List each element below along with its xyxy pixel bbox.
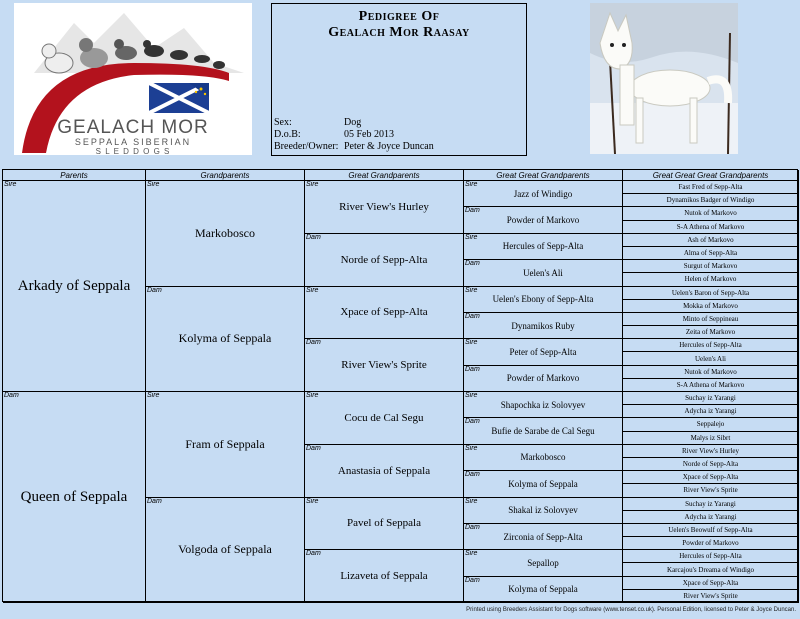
great-great-grandparent-cell: [464, 498, 623, 524]
great-great-great-grandparent-cell: [623, 405, 799, 418]
grandparent-name: Markobosco: [195, 225, 255, 240]
great-great-great-grandparent-cell: [623, 432, 799, 445]
great-great-great-grandparent-name: Adycha iz Yarangi: [684, 512, 737, 521]
great-great-great-grandparent-cell: [623, 181, 799, 194]
great-grandparent-name: Lizaveta of Seppala: [340, 570, 428, 583]
parent-name: Queen of Seppala: [20, 488, 128, 505]
great-great-great-grandparent-cell: [623, 379, 799, 392]
sire-tag: Sire: [465, 181, 478, 188]
sire-tag: Sire: [465, 392, 478, 399]
great-great-grandparent-cell: [464, 392, 623, 418]
pedigree-title: [272, 9, 526, 41]
dam-tag: Dam: [306, 339, 321, 347]
pedigree-info-box: [271, 3, 527, 156]
parent-name: Arkady of Seppala: [17, 277, 131, 294]
great-great-great-grandparent-cell: [623, 339, 799, 352]
sire-tag: Sire: [465, 339, 478, 347]
great-grandparent-cell: [305, 181, 464, 234]
breeder-label: Breeder/Owner:: [274, 141, 339, 152]
great-great-great-grandparent-cell: [623, 313, 799, 326]
great-great-great-grandparent-cell: [623, 247, 799, 260]
great-grandparent-cell: [305, 234, 464, 287]
great-great-great-grandparent-cell: [623, 563, 799, 576]
sire-tag: Sire: [465, 550, 478, 558]
great-great-great-grandparent-name: Helen of Markovo: [684, 275, 737, 284]
breeder-row: [274, 141, 434, 153]
great-great-grandparent-name: Kolyma of Seppala: [508, 584, 578, 595]
grandparent-cell: [146, 498, 305, 604]
great-great-great-grandparent-cell: [623, 194, 799, 207]
sire-tag: Sire: [306, 497, 319, 505]
footer-note: Printed using Breeders Assistant for Dogs software (www.tenset.co.uk). Personal Edition, licensed to Peter & Joyce Duncan.: [466, 607, 796, 613]
great-great-great-grandparent-name: Xpace of Sepp-Alta: [682, 473, 739, 482]
great-great-great-grandparent-cell: [623, 498, 799, 511]
great-great-great-grandparent-cell: [623, 392, 799, 405]
sire-tag: Sire: [465, 233, 478, 241]
dam-tag: Dam: [306, 444, 321, 452]
grandparent-cell: [146, 287, 305, 393]
great-great-great-grandparent-cell: [623, 207, 799, 220]
great-great-grandparent-cell: [464, 234, 623, 260]
dam-tag: Dam: [465, 523, 480, 531]
great-grandparent-cell: [305, 498, 464, 551]
great-great-great-grandparent-name: Surgut of Markovo: [683, 262, 738, 271]
white-husky-icon: [590, 3, 738, 154]
title-line-2: Gealach Mor Raasay: [328, 25, 470, 40]
dam-tag: Dam: [465, 471, 480, 479]
great-grandparent-name: Norde of Sepp-Alta: [340, 253, 428, 266]
sire-tag: Sire: [465, 286, 478, 294]
great-great-grandparent-cell: [464, 577, 623, 603]
great-great-great-grandparent-cell: [623, 537, 799, 550]
great-great-great-grandparent-cell: [623, 260, 799, 273]
column-header: Grandparents: [146, 170, 305, 181]
great-great-great-grandparent-cell: [623, 273, 799, 286]
sire-tag: Sire: [465, 497, 478, 505]
great-great-great-grandparent-cell: [623, 418, 799, 431]
dob-row: [274, 129, 394, 141]
great-great-great-grandparent-name: Ash of Markovo: [687, 235, 734, 244]
sire-tag: Sire: [147, 392, 160, 399]
great-great-great-grandparent-cell: [623, 352, 799, 365]
great-great-great-grandparent-name: Alma of Sepp-Alta: [683, 249, 738, 258]
grandparent-name: Fram of Seppala: [185, 436, 265, 451]
great-great-great-grandparent-cell: [623, 458, 799, 471]
dam-tag: Dam: [4, 392, 19, 399]
pedigree-table: [2, 169, 798, 602]
great-great-great-grandparent-name: Suchay iz Yarangi: [685, 499, 736, 508]
great-great-great-grandparent-name: Norde of Sepp-Alta: [682, 460, 739, 469]
great-great-great-grandparent-cell: [623, 445, 799, 458]
great-grandparent-name: Cocu de Cal Segu: [344, 411, 424, 424]
great-great-grandparent-name: Uelen's Ebony of Sepp-Alta: [492, 294, 594, 305]
grandparent-cell: [146, 392, 305, 498]
great-great-great-grandparent-name: Uelen's Beowulf of Sepp-Alta: [668, 525, 753, 534]
great-grandparent-name: River View's Sprite: [341, 359, 427, 372]
great-grandparent-name: River View's Hurley: [339, 200, 429, 213]
great-great-great-grandparent-cell: [623, 326, 799, 339]
great-grandparent-cell: [305, 445, 464, 498]
grandparent-name: Kolyma of Seppala: [178, 331, 272, 346]
column-header: Great Great Great Grandparents: [623, 170, 799, 181]
great-great-great-grandparent-cell: [623, 366, 799, 379]
great-great-great-grandparent-name: Karcajou's Dreama of Windigo: [667, 565, 754, 574]
sex-row: [274, 117, 361, 129]
sire-tag: Sire: [465, 444, 478, 452]
great-great-grandparent-name: Bufie de Sarabe de Cal Segu: [491, 426, 595, 437]
great-grandparent-cell: [305, 392, 464, 445]
great-great-great-grandparent-name: S-A Athena of Markovo: [676, 380, 745, 389]
great-great-great-grandparent-name: Adycha iz Yarangi: [684, 407, 737, 416]
logo-title: GEALACH MOR: [57, 117, 209, 138]
logo-tagline: S L E D D O G S: [95, 147, 171, 156]
grandparent-name: Volgoda of Seppala: [178, 542, 272, 557]
logo-subtitle: SEPPALA SIBERIAN: [74, 137, 192, 147]
great-grandparent-name: Anastasia of Seppala: [337, 464, 431, 477]
great-great-grandparent-name: Shakal iz Solovyev: [508, 505, 578, 516]
great-great-grandparent-cell: [464, 524, 623, 550]
great-great-great-grandparent-name: Powder of Markovo: [682, 539, 739, 548]
great-great-grandparent-name: Kolyma of Seppala: [508, 478, 578, 489]
sire-tag: Sire: [306, 392, 319, 399]
great-great-great-grandparent-cell: [623, 524, 799, 537]
great-grandparent-name: Xpace of Sepp-Alta: [340, 306, 428, 319]
great-great-great-grandparent-name: S-A Athena of Markovo: [676, 222, 745, 231]
great-great-great-grandparent-name: Hercules of Sepp-Alta: [679, 552, 742, 561]
kennel-logo: [14, 3, 252, 155]
great-great-grandparent-name: Zirconia of Sepp-Alta: [503, 531, 583, 542]
great-great-grandparent-name: Shapochka iz Solovyev: [500, 399, 586, 410]
great-great-great-grandparent-name: Minto of Seppineau: [682, 314, 739, 323]
dam-tag: Dam: [306, 550, 321, 558]
great-great-great-grandparent-name: River View's Hurley: [681, 446, 740, 455]
great-great-great-grandparent-name: Uelen's Baron of Sepp-Alta: [671, 288, 750, 297]
title-line-1: Pedigree Of: [358, 9, 440, 24]
great-great-great-grandparent-cell: [623, 577, 799, 590]
great-great-great-grandparent-cell: [623, 234, 799, 247]
great-great-grandparent-cell: [464, 313, 623, 339]
column-header: Great Grandparents: [305, 170, 464, 181]
sire-tag: Sire: [147, 181, 160, 188]
great-great-grandparent-name: Markobosco: [520, 452, 566, 463]
dam-tag: Dam: [465, 312, 480, 320]
great-great-great-grandparent-name: Nutok of Markovo: [684, 367, 737, 376]
great-great-grandparent-name: Powder of Markovo: [506, 373, 580, 384]
great-great-great-grandparent-name: Mokka of Markovo: [683, 301, 738, 310]
dam-tag: Dam: [306, 233, 321, 241]
great-great-great-grandparent-cell: [623, 550, 799, 563]
dog-photo: [590, 3, 738, 154]
great-great-great-grandparent-name: Xpace of Sepp-Alta: [682, 578, 739, 587]
great-great-great-grandparent-name: Fast Fred of Sepp-Alta: [678, 183, 743, 192]
dam-tag: Dam: [147, 286, 162, 294]
dam-tag: Dam: [465, 207, 480, 215]
great-great-grandparent-cell: [464, 471, 623, 497]
great-grandparent-name: Pavel of Seppala: [347, 517, 421, 530]
dob-value: 05 Feb 2013: [344, 129, 394, 140]
great-great-grandparent-cell: [464, 445, 623, 471]
sire-tag: Sire: [4, 181, 17, 188]
great-great-grandparent-name: Hercules of Sepp-Alta: [502, 241, 584, 252]
great-great-grandparent-cell: [464, 339, 623, 365]
great-great-great-grandparent-cell: [623, 300, 799, 313]
dam-tag: Dam: [465, 576, 480, 584]
column-header: Great Great Grandparents: [464, 170, 623, 181]
sire-tag: Sire: [306, 181, 319, 188]
great-great-great-grandparent-cell: [623, 590, 799, 603]
great-great-grandparent-cell: [464, 418, 623, 444]
breeder-value: Peter & Joyce Duncan: [344, 141, 434, 152]
great-great-great-grandparent-cell: [623, 287, 799, 300]
column-header: Parents: [3, 170, 146, 181]
dam-tag: Dam: [465, 260, 480, 268]
great-grandparent-cell: [305, 339, 464, 392]
great-great-grandparent-cell: [464, 260, 623, 286]
great-great-grandparent-name: Uelen's Ali: [523, 267, 563, 278]
sex-label: Sex:: [274, 117, 292, 128]
great-great-great-grandparent-cell: [623, 221, 799, 234]
great-great-grandparent-cell: [464, 550, 623, 576]
great-great-grandparent-name: Jazz of Windigo: [513, 188, 573, 199]
great-great-grandparent-cell: [464, 287, 623, 313]
great-great-grandparent-cell: [464, 181, 623, 207]
great-great-great-grandparent-name: Hercules of Sepp-Alta: [679, 341, 742, 350]
sire-tag: Sire: [306, 286, 319, 294]
parent-cell: [3, 392, 146, 603]
great-great-great-grandparent-name: River View's Sprite: [683, 486, 738, 495]
great-great-grandparent-name: Sepallop: [527, 557, 559, 568]
dam-tag: Dam: [465, 365, 480, 373]
great-great-great-grandparent-name: River View's Sprite: [683, 591, 738, 600]
great-great-grandparent-name: Powder of Markovo: [506, 215, 580, 226]
great-great-grandparent-name: Peter of Sepp-Alta: [509, 346, 577, 357]
great-great-great-grandparent-name: Uelen's Ali: [694, 354, 726, 363]
great-grandparent-cell: [305, 550, 464, 603]
dob-label: D.o.B:: [274, 129, 301, 140]
great-great-great-grandparent-name: Zeita of Markovo: [685, 328, 736, 337]
great-great-great-grandparent-name: Suchay iz Yarangi: [685, 394, 736, 403]
great-great-great-grandparent-name: Nutok of Markovo: [684, 209, 737, 218]
great-great-great-grandparent-name: Seppalejo: [696, 420, 725, 429]
dam-tag: Dam: [465, 418, 480, 426]
grandparent-cell: [146, 181, 305, 287]
great-great-great-grandparent-name: Malys iz Sibrt: [690, 433, 731, 442]
great-great-great-grandparent-cell: [623, 511, 799, 524]
great-great-great-grandparent-name: Dynamikos Badger of Windigo: [666, 196, 755, 205]
great-great-great-grandparent-cell: [623, 471, 799, 484]
sex-value: Dog: [344, 117, 362, 128]
great-great-grandparent-cell: [464, 207, 623, 233]
great-great-grandparent-name: Dynamikos Ruby: [511, 320, 575, 331]
dam-tag: Dam: [147, 497, 162, 505]
great-great-great-grandparent-cell: [623, 484, 799, 497]
great-grandparent-cell: [305, 287, 464, 340]
great-great-grandparent-cell: [464, 366, 623, 392]
parent-cell: [3, 181, 146, 392]
